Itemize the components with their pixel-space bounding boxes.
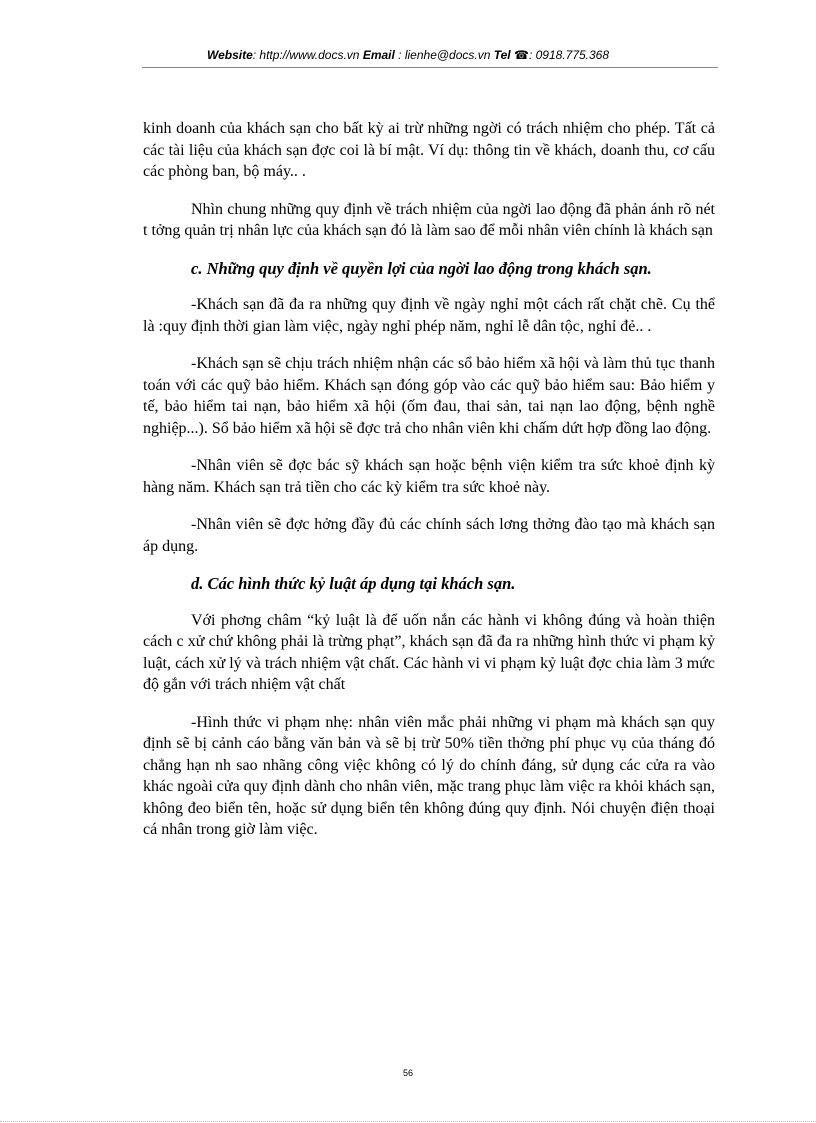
page-body xyxy=(143,118,715,857)
header-divider xyxy=(142,67,718,68)
paragraph-2: Nhìn chung những quy định về trách nhiệm của ngời lao động đã phản ánh rõ nét t tởng quản trị nhân lực của khách sạn đó là làm sao để mỗi nhân viên chính là khách sạn xyxy=(143,200,715,239)
website-value: : http://www.docs.vn xyxy=(252,48,360,62)
section-heading-d: d. Các hình thức kỷ luật áp dụng tại khách sạn. xyxy=(191,574,516,593)
email-label: Email xyxy=(362,48,395,62)
paragraph-8: -Hình thức vi phạm nhẹ: nhân viên mắc phải những vi phạm mà khách sạn quy định sẽ bị cảnh cáo bằng văn bản và sẽ bị trừ 50% tiền thởng phí phục vụ của tháng đó chẳng hạn nh sao nhãng công việc không có lý do chính đáng, sử dụng các cửa ra vào khác ngoài cửa quy định dành cho nhân viên, mặc trang phục làm việc ra khỏi khách sạn, không đeo biển tên, hoặc sử dụng biển tên không đúng quy định. Nói chuyện điện thoại cá nhân trong giờ làm việc. xyxy=(143,713,715,838)
section-heading-c: c. Những quy định về quyền lợi của ngời lao động trong khách sạn. xyxy=(191,258,652,278)
paragraph-1: kinh doanh của khách sạn cho bất kỳ ai trừ những ngời có trách nhiệm cho phép. Tất cả các tài liệu của khách sạn đợc coi là bí mật. Ví dụ: thông tin về khách, doanh thu, cơ cấu các phòng ban, bộ máy.. . xyxy=(143,120,715,180)
paragraph-7: Với phơng châm “kỷ luật là để uốn nắn các hành vi không đúng và hoàn thiện cách c xử chứ không phải là trừng phạt”, khách sạn đã đa ra những hình thức vi phạm kỷ luật, cách xử lý và trách nhiệm vật chất. Các hành vi vi phạm kỷ luật đợc chia làm 3 mức độ gắn với trách nhiệm vật chất xyxy=(143,611,715,693)
tel-label: Tel xyxy=(493,48,511,62)
phone-icon: ☎ xyxy=(514,48,529,62)
tel-value: : 0918.775.368 xyxy=(528,48,610,62)
paragraph-4: -Khách sạn sẽ chịu trách nhiệm nhận các sổ bảo hiểm xã hội và làm thủ tục thanh toán với các quỹ bảo hiểm. Khách sạn đóng góp vào các quỹ bảo hiểm sau: Bảo hiểm y tế, bảo hiểm tai nạn, bảo hiểm xã hội (ốm đau, thai sản, tai nạn lao động, bệnh nghề nghiệp...). Sổ bảo hiểm xã hội sẽ đợc trả cho nhân viên khi chấm dứt hợp đồng lao động. xyxy=(143,355,715,437)
page-number: 56 xyxy=(402,1068,413,1078)
website-label: Website xyxy=(206,48,253,62)
page-header xyxy=(0,48,816,68)
paragraph-3: -Khách sạn đã đa ra những quy định về ngày nghỉ một cách rất chặt chẽ. Cụ thể là :quy định thời gian làm việc, ngày nghỉ phép năm, nghỉ lễ dân tộc, nghỉ đẻ.. . xyxy=(143,296,715,335)
paragraph-5: -Nhân viên sẽ đợc bác sỹ khách sạn hoặc bệnh viện kiểm tra sức khoẻ định kỳ hàng năm. Khách sạn trả tiền cho các kỳ kiểm tra sức khoẻ này. xyxy=(143,457,715,496)
footer-divider xyxy=(0,1121,816,1122)
email-value: : lienhe@docs.vn xyxy=(398,48,491,62)
paragraph-6: -Nhân viên sẽ đợc hởng đầy đủ các chính sách lơng thởng đào tạo mà khách sạn áp dụng. xyxy=(143,516,715,555)
